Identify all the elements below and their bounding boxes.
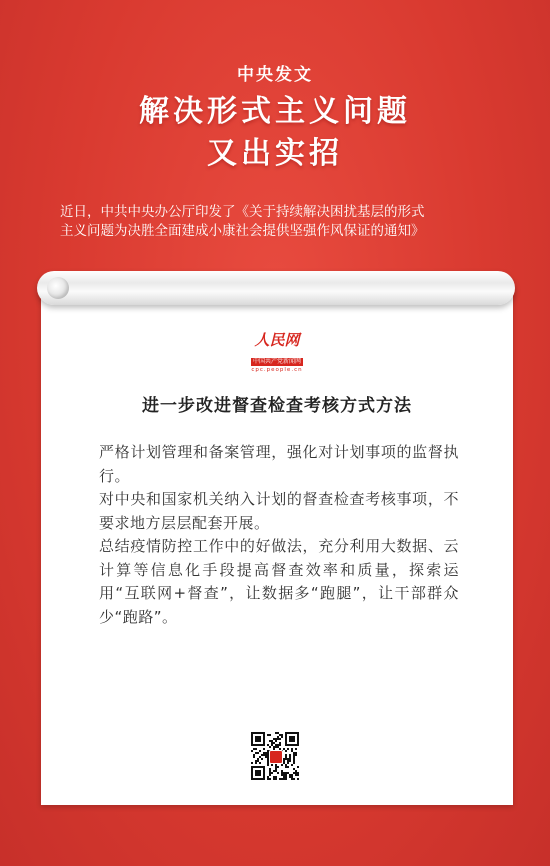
article-paragraph: 总结疫情防控工作中的好做法，充分利用大数据、云计算等信息化手段提高督查效率和质量，探索运用“互联网+督查”，让数据多“跑腿”，让干部群众少“跑路”。 — [99, 537, 459, 626]
header — [0, 60, 550, 175]
article-body — [99, 441, 459, 629]
article-paragraph: 严格计划管理和备案管理，强化对计划事项的监督执行。 — [99, 443, 459, 485]
intro-line-1: 近日，中共中央办公厅印发了《关于持续解决困扰基层的形式 — [60, 204, 425, 220]
qr-code-icon[interactable] — [251, 732, 299, 780]
people-daily-logo — [41, 332, 513, 374]
headline-line-1: 解决形式主义问题 — [139, 94, 411, 129]
headline-line-2: 又出实招 — [207, 136, 343, 171]
logo-wordmark: 人民网 — [254, 331, 300, 349]
intro-paragraph — [60, 203, 500, 241]
scroll-roll — [37, 271, 515, 305]
logo-subtitle: 中国共产党新闻网 — [252, 358, 301, 365]
logo-url: cpc.people.cn — [251, 367, 303, 373]
section-title: 进一步改进督查检查考核方式方法 — [142, 396, 412, 416]
intro-line-2: 主义问题为决胜全面建成小康社会提供坚强作风保证的通知》 — [60, 223, 425, 239]
party-emblem-icon — [269, 750, 283, 764]
paper-scroll — [41, 287, 513, 805]
article-paragraph: 对中央和国家机关纳入计划的督查检查考核事项，不要求地方层层配套开展。 — [99, 490, 459, 532]
headline — [0, 91, 550, 175]
header-kicker: 中央发文 — [237, 65, 313, 85]
scroll-curl — [47, 277, 69, 299]
